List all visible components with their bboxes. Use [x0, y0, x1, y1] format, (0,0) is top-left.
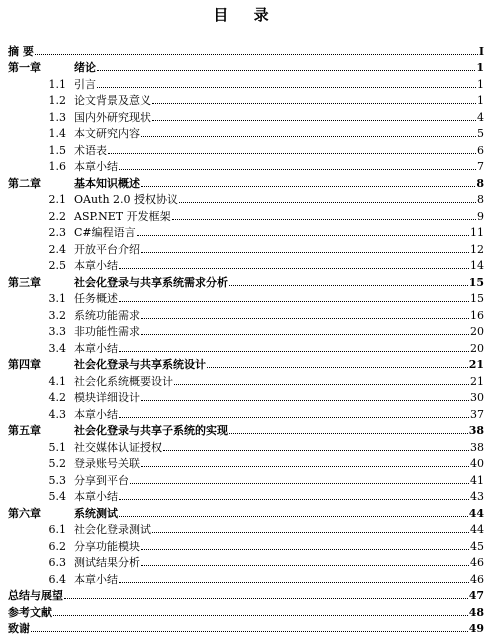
toc-entry-number: 2.1: [48, 193, 66, 206]
dot-leader: [137, 234, 469, 236]
dot-leader: [163, 449, 469, 451]
toc-entry-title: 国内外研究现状: [74, 110, 151, 124]
toc-entry-page-number: 46: [470, 572, 484, 586]
toc-entry-page-number: 44: [468, 506, 484, 520]
toc-entry-title: C#编程语言: [74, 226, 136, 239]
dot-leader: [141, 564, 469, 566]
toc-entry-page-number: 41: [470, 473, 484, 487]
dot-leader: [119, 168, 476, 170]
dot-leader: [141, 333, 469, 335]
dot-leader: [119, 416, 469, 418]
toc-entry-number: 4.1: [48, 374, 66, 388]
toc-entry-number: 3.4: [48, 341, 66, 355]
toc-chapter-entry[interactable]: [8, 272, 484, 289]
toc-chapter-entry[interactable]: [8, 355, 484, 372]
toc-entry-title: 本文研究内容: [74, 127, 140, 140]
toc-entry-page-number: 30: [470, 391, 484, 404]
toc-entry-number: 第五章: [8, 424, 41, 437]
toc-entry-title: 本章小结: [74, 259, 118, 272]
toc-entry-page-number: 20: [470, 341, 484, 355]
toc-entry-page-number: 14: [470, 259, 484, 272]
toc-entry-number: 2.2: [48, 209, 66, 223]
toc-section-entry[interactable]: [8, 239, 484, 256]
toc-entry-number: 2.3: [48, 226, 66, 239]
toc-entry-page-number: 8: [477, 193, 484, 206]
toc-section-entry[interactable]: [8, 487, 484, 504]
toc-section-entry[interactable]: [8, 437, 484, 454]
toc-entry-page-number: 43: [470, 490, 484, 503]
dot-leader: [119, 515, 468, 517]
toc-entry-title: 致谢: [8, 622, 30, 635]
dot-leader: [130, 482, 469, 484]
toc-entry-number: 5.1: [48, 440, 66, 454]
dot-leader: [141, 548, 469, 550]
toc-entry-page-number: 46: [470, 556, 484, 569]
toc-entry-number: 6.1: [48, 523, 66, 536]
dot-leader: [141, 185, 475, 187]
toc-section-entry[interactable]: [8, 289, 484, 306]
table-of-contents: [8, 41, 484, 635]
toc-section-entry[interactable]: [8, 470, 484, 487]
toc-entry-title: 术语表: [74, 143, 107, 157]
dot-leader: [53, 614, 468, 616]
toc-entry-page-number: 6: [477, 143, 484, 157]
toc-entry-page-number: 48: [468, 605, 484, 619]
toc-entry-number: 第三章: [8, 275, 41, 289]
toc-entry-page-number: 16: [470, 308, 484, 322]
toc-entry-page-number: 8: [476, 176, 484, 190]
toc-section-entry[interactable]: [8, 536, 484, 553]
toc-entry-number: 第二章: [8, 176, 41, 190]
dot-leader: [31, 630, 468, 632]
dot-leader: [141, 317, 469, 319]
toc-section-entry[interactable]: [8, 256, 484, 273]
toc-entry-page-number: 45: [470, 539, 484, 553]
toc-entry-title: 基本知识概述: [74, 176, 140, 190]
toc-section-entry[interactable]: [8, 157, 484, 174]
toc-section-entry[interactable]: [8, 305, 484, 322]
toc-entry-page-number: 20: [470, 325, 484, 338]
dot-leader: [119, 267, 469, 269]
toc-entry-title: 登录账号关联: [74, 457, 140, 470]
dot-leader: [119, 350, 469, 352]
dot-leader: [141, 135, 476, 137]
toc-entry-number: 第一章: [8, 61, 41, 74]
toc-entry-number: 5.2: [48, 457, 66, 470]
toc-entry-number: 3.2: [48, 308, 66, 322]
toc-chapter-entry[interactable]: [8, 602, 484, 619]
toc-entry-title: 分享功能模块: [74, 539, 140, 553]
toc-entry-page-number: 5: [477, 127, 484, 140]
toc-entry-number: 6.4: [48, 572, 66, 586]
dot-leader: [35, 53, 478, 55]
dot-leader: [174, 383, 469, 385]
toc-chapter-entry[interactable]: [8, 58, 484, 75]
toc-entry-title: 分享到平台: [74, 473, 129, 487]
toc-entry-page-number: 47: [468, 589, 484, 602]
dot-leader: [97, 69, 475, 71]
toc-chapter-entry[interactable]: [8, 503, 484, 520]
toc-entry-page-number: 38: [468, 424, 484, 437]
toc-entry-number: 2.5: [48, 259, 66, 272]
toc-entry-page-number: 7: [477, 160, 484, 173]
toc-chapter-entry[interactable]: [8, 421, 484, 438]
toc-entry-title: 系统测试: [74, 506, 118, 520]
toc-entry-number: 1.3: [48, 110, 66, 124]
page-title: 目 录: [213, 6, 279, 24]
toc-entry-number: 第四章: [8, 358, 41, 371]
toc-entry-title: OAuth 2.0 授权协议: [74, 193, 179, 206]
dot-leader: [108, 152, 476, 154]
dot-leader: [119, 300, 469, 302]
toc-chapter-entry[interactable]: [8, 586, 484, 603]
toc-entry-title: 绪论: [74, 61, 96, 74]
toc-entry-number: 6.3: [48, 556, 66, 569]
dot-leader: [152, 102, 476, 104]
toc-entry-number: 5.4: [48, 490, 66, 503]
toc-entry-title: 任务概述: [74, 292, 118, 305]
toc-entry-page-number: 1: [477, 77, 484, 91]
toc-section-entry[interactable]: [8, 371, 484, 388]
dot-leader: [172, 218, 476, 220]
toc-entry-title: 引言: [74, 77, 96, 91]
toc-section-entry[interactable]: [8, 140, 484, 157]
dot-leader: [179, 201, 476, 203]
toc-entry-number: 1.1: [48, 77, 66, 91]
toc-section-entry[interactable]: [8, 206, 484, 223]
toc-entry-page-number: 37: [470, 407, 484, 421]
toc-entry-page-number: 1: [477, 94, 484, 107]
toc-entry-number: 2.4: [48, 242, 66, 256]
toc-entry-number: 1.6: [48, 160, 66, 173]
dot-leader: [141, 251, 469, 253]
toc-entry-title: ASP.NET 开发框架: [74, 209, 171, 223]
dot-leader: [119, 581, 469, 583]
toc-entry-title: 本章小结: [74, 407, 118, 421]
toc-entry-title: 摘 要: [8, 44, 34, 58]
dot-leader: [152, 119, 476, 121]
toc-entry-title: 非功能性需求: [74, 325, 140, 338]
toc-entry-page-number: 40: [470, 457, 484, 470]
toc-entry-title: 开放平台介绍: [74, 242, 140, 256]
toc-entry-title: 论文背景及意义: [74, 94, 151, 107]
toc-entry-number: 3.1: [48, 292, 66, 305]
toc-entry-page-number: 21: [470, 374, 484, 388]
toc-section-entry[interactable]: [8, 404, 484, 421]
toc-chapter-entry[interactable]: [8, 173, 484, 190]
toc-entry-number: 5.3: [48, 473, 66, 487]
toc-entry-page-number: 21: [468, 358, 484, 371]
dot-leader: [141, 399, 469, 401]
toc-entry-page-number: 9: [477, 209, 484, 223]
toc-entry-title: 本章小结: [74, 490, 118, 503]
toc-entry-title: 参考文献: [8, 605, 52, 619]
toc-section-entry[interactable]: [8, 91, 484, 108]
toc-section-entry[interactable]: [8, 454, 484, 471]
dot-leader: [207, 366, 468, 368]
toc-entry-title: 社会化登录与共享系统需求分析: [74, 275, 228, 289]
toc-entry-page-number: 15: [468, 275, 484, 289]
toc-section-entry[interactable]: [8, 388, 484, 405]
toc-entry-number: 6.2: [48, 539, 66, 553]
toc-section-entry[interactable]: [8, 190, 484, 207]
toc-entry-page-number: 49: [468, 622, 484, 635]
toc-entry-number: 4.3: [48, 407, 66, 421]
toc-entry-title: 社会化系统概要设计: [74, 374, 173, 388]
toc-entry-title: 社交媒体认证授权: [74, 440, 162, 454]
toc-section-entry[interactable]: [8, 322, 484, 339]
toc-entry-page-number: 15: [470, 292, 484, 305]
toc-entry-title: 社会化登录与共享系统设计: [74, 358, 206, 371]
toc-entry-title: 社会化登录测试: [74, 523, 151, 536]
toc-entry-page-number: 44: [470, 523, 484, 536]
toc-entry-title: 总结与展望: [8, 589, 63, 602]
toc-entry-page-number: 11: [470, 226, 484, 239]
dot-leader: [229, 284, 468, 286]
toc-chapter-entry[interactable]: [8, 619, 484, 636]
toc-entry-page-number: 12: [470, 242, 484, 256]
toc-entry-title: 本章小结: [74, 572, 118, 586]
toc-entry-number: 1.2: [48, 94, 66, 107]
dot-leader: [229, 432, 468, 434]
toc-entry-number: 1.5: [48, 143, 66, 157]
toc-entry-title: 本章小结: [74, 160, 118, 173]
dot-leader: [97, 86, 476, 88]
toc-entry-page-number: I: [478, 44, 484, 58]
toc-entry-page-number: 1: [476, 61, 484, 74]
toc-entry-title: 测试结果分析: [74, 556, 140, 569]
toc-entry-title: 社会化登录与共享子系统的实现: [74, 424, 228, 437]
toc-entry-title: 系统功能需求: [74, 308, 140, 322]
dot-leader: [119, 498, 469, 500]
toc-entry-number: 3.3: [48, 325, 66, 338]
dot-leader: [141, 465, 469, 467]
toc-section-entry[interactable]: [8, 553, 484, 570]
toc-entry-number: 4.2: [48, 391, 66, 404]
toc-chapter-entry[interactable]: [8, 41, 484, 58]
toc-section-entry[interactable]: [8, 223, 484, 240]
toc-section-entry[interactable]: [8, 338, 484, 355]
toc-section-entry[interactable]: [8, 74, 484, 91]
toc-entry-title: 本章小结: [74, 341, 118, 355]
toc-entry-number: 1.4: [48, 127, 66, 140]
toc-entry-title: 模块详细设计: [74, 391, 140, 404]
dot-leader: [152, 531, 469, 533]
toc-section-entry[interactable]: [8, 569, 484, 586]
toc-entry-page-number: 38: [470, 440, 484, 454]
toc-entry-page-number: 4: [477, 110, 484, 124]
dot-leader: [64, 597, 468, 599]
toc-entry-number: 第六章: [8, 506, 41, 520]
toc-section-entry[interactable]: [8, 107, 484, 124]
toc-section-entry[interactable]: [8, 520, 484, 537]
toc-section-entry[interactable]: [8, 124, 484, 141]
